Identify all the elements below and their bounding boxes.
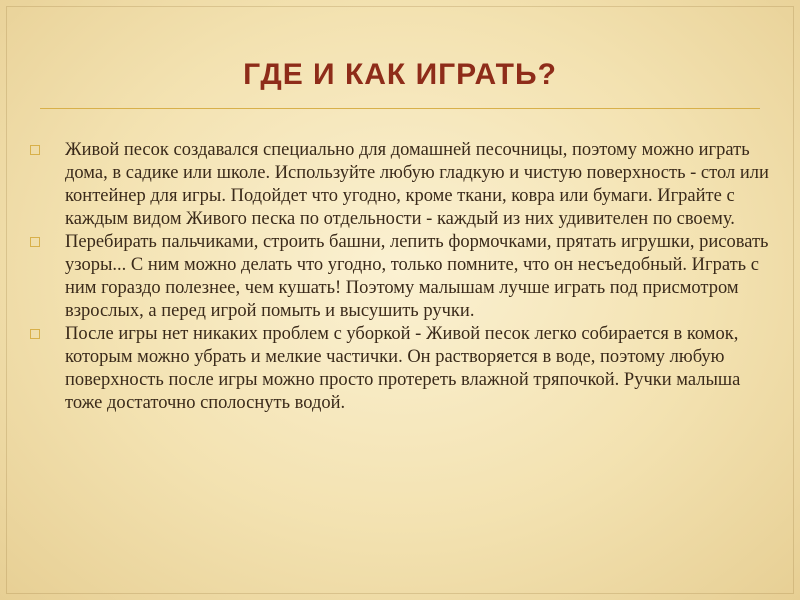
slide-title: ГДЕ И КАК ИГРАТЬ? bbox=[243, 58, 557, 91]
bullet-item bbox=[30, 323, 780, 415]
square-bullet-icon bbox=[30, 145, 40, 155]
bullet-item bbox=[30, 139, 780, 231]
bullet-list bbox=[30, 139, 780, 415]
bullet-text: Живой песок создавался специально для домашней песочницы, поэтому можно играть дома, в садике или школе. Используйте любую гладкую и чистую поверхность - стол или контейнер для игры. Подойдет что угодно, кроме ткани, ковра или бумаги. Играйте с каждым видом Живого песка по отдельности - каждый из них удивителен по своему. bbox=[65, 140, 769, 229]
bullet-item bbox=[30, 231, 780, 323]
square-bullet-icon bbox=[30, 237, 40, 247]
bullet-text: Перебирать пальчиками, строить башни, лепить формочками, прятать игрушки, рисовать узоры... С ним можно делать что угодно, только помните, что он несъедобный. Играть с ним гораздо полезнее, чем кушать! Поэтому малышам лучше играть под присмотром взрослых, а перед игрой помыть и высушить ручки. bbox=[65, 232, 769, 321]
square-bullet-icon bbox=[30, 329, 40, 339]
bullet-text: После игры нет никаких проблем с уборкой - Живой песок легко собирается в комок, которым можно убрать и мелкие частички. Он растворяется в воде, поэтому любую поверхность после игры можно просто протереть влажной тряпочкой. Ручки малыша тоже достаточно сполоснуть водой. bbox=[65, 324, 741, 413]
title-underline bbox=[40, 108, 760, 109]
